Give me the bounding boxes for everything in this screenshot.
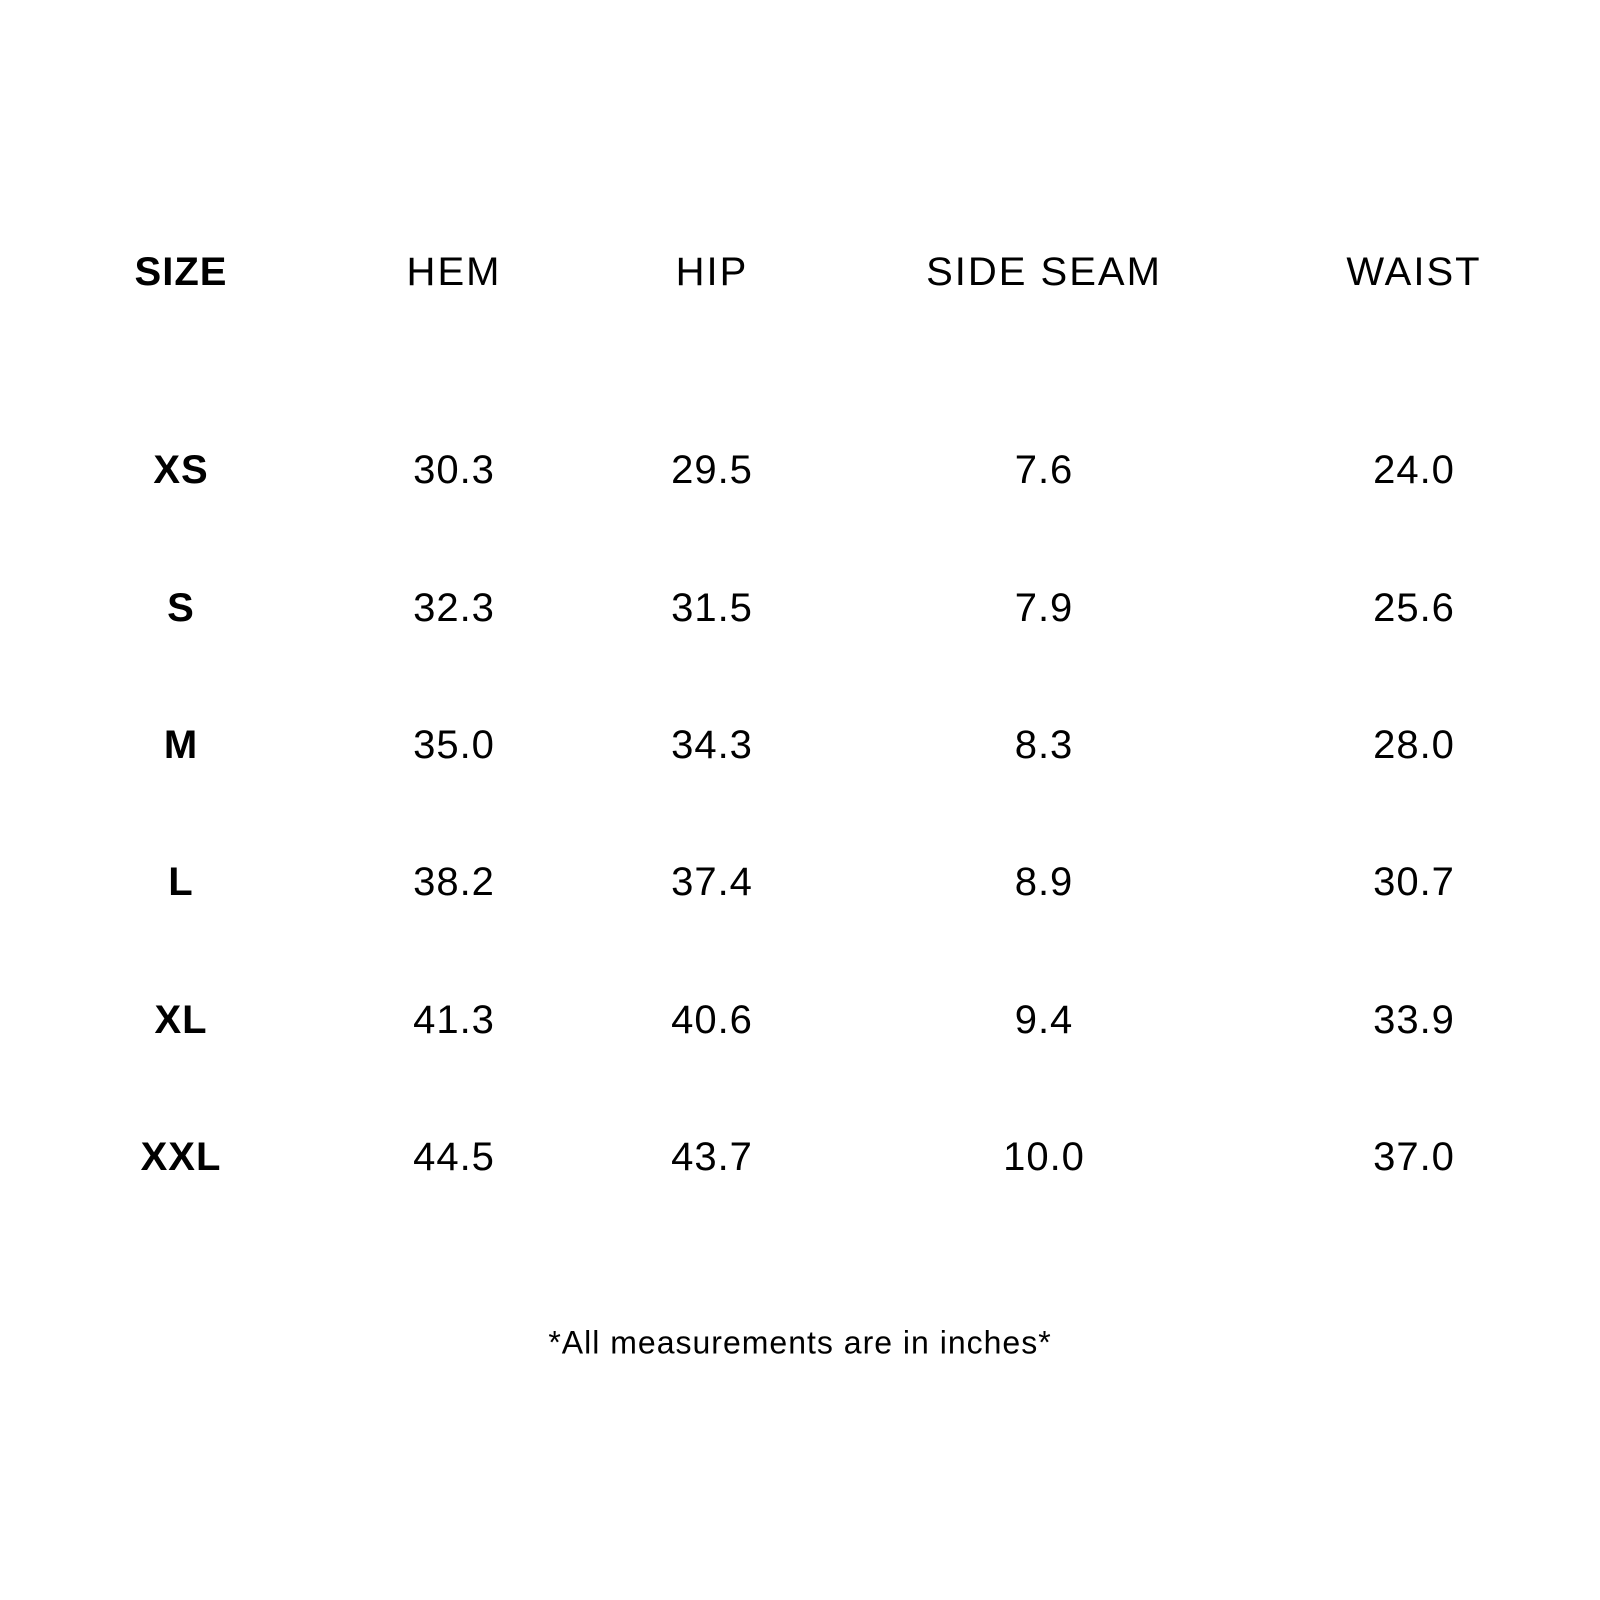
hip-value: 34.3 [671, 723, 753, 767]
hip-value: 31.5 [671, 586, 753, 630]
size-label-s: S [167, 586, 195, 630]
size-label-xxl: XXL [140, 1135, 222, 1179]
hem-value: 41.3 [413, 998, 495, 1042]
size-label-xs: XS [153, 448, 209, 492]
hem-value: 35.0 [413, 723, 495, 767]
size-label-xl: XL [154, 998, 208, 1042]
size-label-l: L [168, 860, 194, 904]
header-waist: WAIST [1346, 250, 1482, 294]
side-seam-value: 8.3 [1014, 723, 1074, 767]
side-seam-value: 7.6 [1014, 448, 1074, 492]
header-side-seam: SIDE SEAM [926, 250, 1162, 294]
measurement-footnote: *All measurements are in inches* [548, 1324, 1052, 1361]
size-label-m: M [163, 723, 199, 767]
hem-value: 30.3 [413, 448, 495, 492]
side-seam-value: 10.0 [1003, 1135, 1085, 1179]
header-hip: HIP [675, 250, 749, 294]
header-size: SIZE [134, 250, 228, 294]
waist-value: 28.0 [1373, 723, 1455, 767]
hem-value: 32.3 [413, 586, 495, 630]
side-seam-value: 8.9 [1014, 860, 1074, 904]
hip-value: 29.5 [671, 448, 753, 492]
waist-value: 25.6 [1373, 586, 1455, 630]
waist-value: 37.0 [1373, 1135, 1455, 1179]
waist-value: 24.0 [1373, 448, 1455, 492]
hip-value: 37.4 [671, 860, 753, 904]
waist-value: 30.7 [1373, 860, 1455, 904]
hip-value: 40.6 [671, 998, 753, 1042]
waist-value: 33.9 [1373, 998, 1455, 1042]
hem-value: 38.2 [413, 860, 495, 904]
header-hem: HEM [406, 250, 502, 294]
side-seam-value: 7.9 [1014, 586, 1074, 630]
hem-value: 44.5 [413, 1135, 495, 1179]
hip-value: 43.7 [671, 1135, 753, 1179]
side-seam-value: 9.4 [1014, 998, 1074, 1042]
